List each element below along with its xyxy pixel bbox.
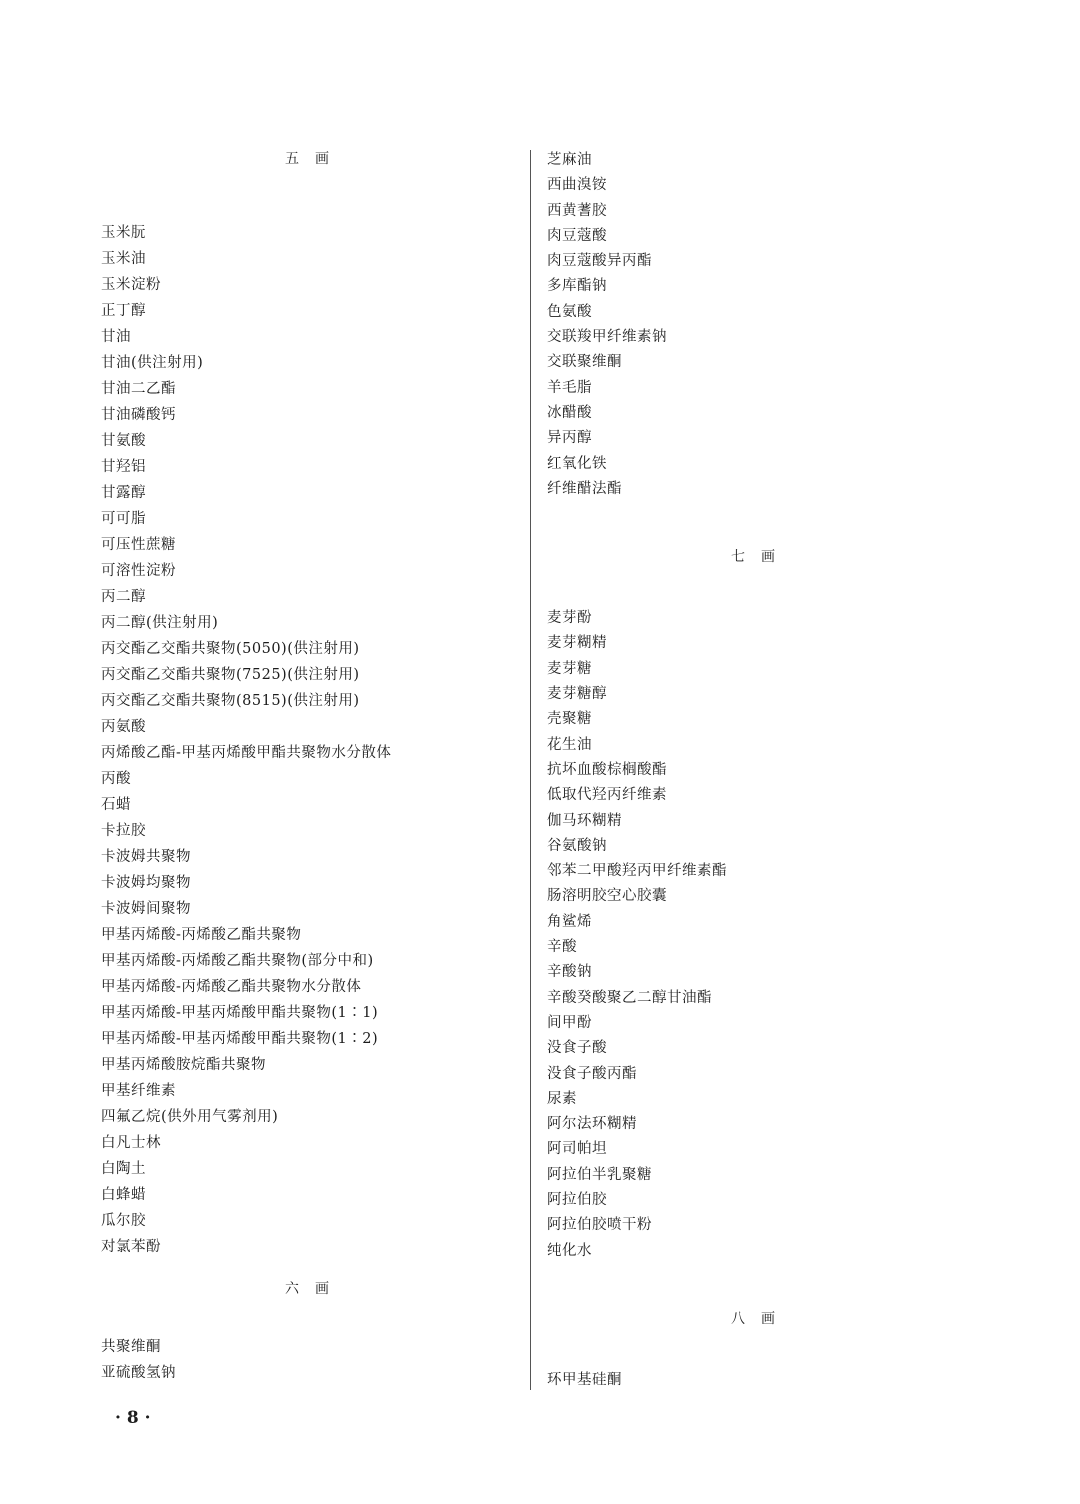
index-entry: 没食子酸丙酯 [547, 1065, 637, 1082]
index-entry: 丙氨酸 [101, 719, 146, 735]
index-entry: 低取代羟丙纤维素 [547, 787, 667, 804]
column-divider [530, 150, 531, 1390]
index-entry: 甲基丙烯酸-丙烯酸乙酯共聚物 [101, 927, 302, 943]
section-heading-6-strokes: 六 画 [285, 1281, 330, 1297]
index-entry: 丙二醇(供注射用) [101, 615, 219, 631]
index-entry: 邻苯二甲酸羟丙甲纤维素酯 [547, 863, 727, 880]
index-entry: 角鲨烯 [547, 913, 592, 930]
index-entry: 辛酸 [547, 939, 577, 956]
index-entry: 没食子酸 [547, 1040, 607, 1057]
index-entry: 尿素 [547, 1090, 577, 1107]
index-entry: 丙酸 [101, 771, 131, 787]
index-entry: 纯化水 [547, 1242, 592, 1259]
index-entry: 阿拉伯胶 [547, 1191, 607, 1208]
index-entry: 正丁醇 [101, 303, 146, 319]
page-number: · 8 · [115, 1408, 151, 1428]
index-entry: 阿司帕坦 [547, 1141, 607, 1158]
index-entry: 白蜂蜡 [101, 1187, 146, 1203]
index-entry: 卡拉胶 [101, 823, 146, 839]
index-entry: 四氟乙烷(供外用气雾剂用) [101, 1109, 279, 1125]
section-7-list [547, 606, 967, 1264]
section-heading-7-strokes: 七 画 [731, 549, 776, 566]
index-entry: 共聚维酮 [101, 1339, 161, 1355]
index-entry: 芝麻油 [547, 152, 592, 168]
index-entry: 壳聚糖 [547, 711, 592, 728]
index-entry: 甘油磷酸钙 [101, 407, 176, 423]
section-heading-8-strokes: 八 画 [731, 1310, 776, 1327]
section-8-list [547, 1368, 967, 1393]
index-entry: 交联聚维酮 [547, 354, 622, 371]
index-entry: 异丙醇 [547, 430, 592, 447]
index-entry: 甲基丙烯酸-甲基丙烯酸甲酯共聚物(1∶2) [101, 1031, 379, 1047]
index-entry: 红氧化铁 [547, 455, 607, 472]
index-entry: 肉豆蔻酸异丙酯 [547, 253, 652, 270]
index-entry: 甘油(供注射用) [101, 355, 204, 371]
index-entry: 伽马环糊精 [547, 812, 622, 829]
section-6-continued-list [547, 148, 967, 502]
index-entry: 抗坏血酸棕榈酸酯 [547, 761, 667, 778]
index-entry: 辛酸钠 [547, 964, 592, 981]
left-column [101, 148, 511, 1386]
index-entry: 对氯苯酚 [101, 1239, 161, 1255]
index-entry: 甲基丙烯酸-甲基丙烯酸甲酯共聚物(1∶1) [101, 1005, 379, 1021]
index-entry: 丙交酯乙交酯共聚物(8515)(供注射用) [101, 693, 360, 709]
index-entry: 玉米淀粉 [101, 277, 161, 293]
section-heading-5-strokes: 五 画 [285, 151, 330, 167]
index-entry: 卡波姆间聚物 [101, 901, 191, 917]
index-entry: 可可脂 [101, 511, 146, 527]
index-entry: 丙烯酸乙酯-甲基丙烯酸甲酯共聚物水分散体 [101, 745, 392, 761]
index-entry: 甲基丙烯酸-丙烯酸乙酯共聚物(部分中和) [101, 953, 374, 969]
index-entry: 多库酯钠 [547, 278, 607, 295]
index-entry: 谷氨酸钠 [547, 837, 607, 854]
index-entry: 羊毛脂 [547, 379, 592, 396]
index-entry: 甲基丙烯酸-丙烯酸乙酯共聚物水分散体 [101, 979, 362, 995]
index-entry: 麦芽糖醇 [547, 686, 607, 703]
index-entry: 西黄蓍胶 [547, 202, 607, 219]
index-entry: 间甲酚 [547, 1014, 592, 1031]
index-entry: 可溶性淀粉 [101, 563, 176, 579]
index-entry: 白凡士林 [101, 1135, 161, 1151]
index-entry: 玉米油 [101, 251, 146, 267]
index-entry: 丙二醇 [101, 589, 146, 605]
index-entry: 亚硫酸氢钠 [101, 1365, 176, 1381]
index-entry: 可压性蔗糖 [101, 537, 176, 553]
right-column [547, 148, 967, 1393]
index-entry: 麦芽糖 [547, 660, 592, 677]
section-6-list [101, 1334, 511, 1386]
index-entry: 肉豆蔻酸 [547, 227, 607, 244]
index-entry: 石蜡 [101, 797, 131, 813]
index-entry: 西曲溴铵 [547, 177, 607, 194]
index-entry: 卡波姆均聚物 [101, 875, 191, 891]
section-5-list [101, 220, 511, 1260]
index-entry: 纤维醋法酯 [547, 480, 622, 497]
index-entry: 麦芽酚 [547, 610, 592, 627]
index-entry: 色氨酸 [547, 303, 592, 320]
index-entry: 花生油 [547, 736, 592, 753]
index-entry: 甲基纤维素 [101, 1083, 176, 1099]
index-entry: 瓜尔胶 [101, 1213, 146, 1229]
index-entry: 甘油 [101, 329, 131, 345]
index-entry: 冰醋酸 [547, 404, 592, 421]
index-entry: 辛酸癸酸聚乙二醇甘油酯 [547, 989, 712, 1006]
index-entry: 麦芽糊精 [547, 635, 607, 652]
index-entry: 甘油二乙酯 [101, 381, 176, 397]
index-entry: 交联羧甲纤维素钠 [547, 329, 667, 346]
index-entry: 阿拉伯半乳聚糖 [547, 1166, 652, 1183]
index-entry: 阿拉伯胶喷干粉 [547, 1217, 652, 1234]
index-entry: 丙交酯乙交酯共聚物(7525)(供注射用) [101, 667, 360, 683]
index-entry: 环甲基硅酮 [547, 1371, 622, 1388]
index-entry: 阿尔法环糊精 [547, 1116, 637, 1133]
index-entry: 甘羟铝 [101, 459, 146, 475]
index-entry: 甘氨酸 [101, 433, 146, 449]
index-entry: 丙交酯乙交酯共聚物(5050)(供注射用) [101, 641, 360, 657]
index-entry: 白陶土 [101, 1161, 146, 1177]
index-entry: 甲基丙烯酸胺烷酯共聚物 [101, 1057, 266, 1073]
index-entry: 甘露醇 [101, 485, 146, 501]
index-entry: 卡波姆共聚物 [101, 849, 191, 865]
index-entry: 玉米朊 [101, 225, 146, 241]
index-entry: 肠溶明胶空心胶囊 [547, 888, 667, 905]
